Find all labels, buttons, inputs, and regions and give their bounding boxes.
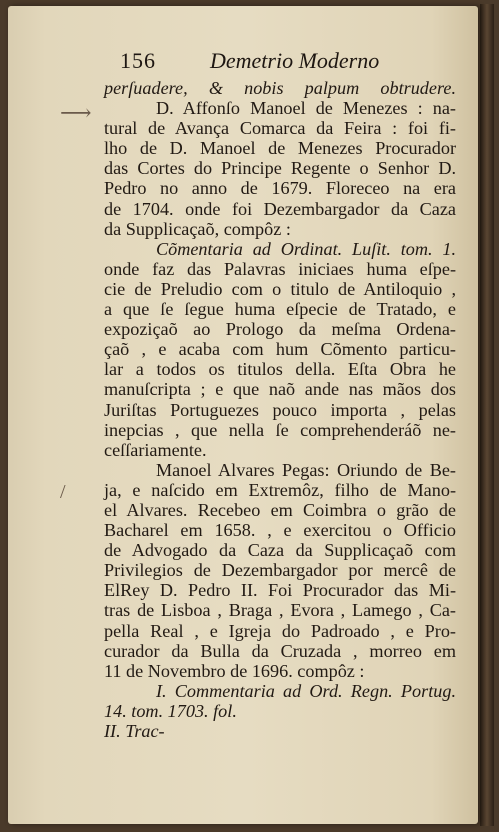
book-edge [480,4,494,826]
page-header [120,48,438,78]
text-line: inepcias , que nella ſe comprehenderáõ ne- [104,419,456,440]
text-line: ElRey D. Pedro II. Foi Procurador das Mi- [104,580,456,601]
text-line: de 1704. onde foi Dezembargador da Caza [104,198,456,219]
running-title: Demetrio Moderno [210,48,380,73]
text-line: lho de D. Manoel de Menezes Procurador [104,138,456,159]
work-title-line: Cõmentaria ad Ordinat. Luſit. tom. 1. [156,238,456,259]
entry-start-line: D. Affonſo Manoel de Menezes : na- [156,98,456,119]
text-line: das Cortes do Principe Regente o Senhor D. [104,158,456,179]
text-line: expoziçaõ ao Prologo da meſma Ordena- [104,319,456,340]
text-line: 11 de Novembro de 1696. compôz : [104,660,365,681]
text-line: Pedro no anno de 1679. Floreceo na era [104,178,456,199]
text-line: perſuadere, & nobis palpum obtrudere. [104,78,456,98]
text-line: de Advogado da Caza da Supplicaçaõ com [104,540,456,561]
text-line: ceſſariamente. [104,439,207,460]
text-line: cie de Preludio com o titulo de Antiloquio , [104,278,456,299]
text-line: lar a todos os titulos della. Eſta Obra he [104,359,456,380]
page-number: 156 [120,48,156,73]
margin-pen-mark: / [60,481,66,503]
entry-start-line: Manoel Alvares Pegas: Oriundo de Be- [156,459,456,480]
catchword-line: II. Trac- [104,721,165,741]
text-line: manuſcripta ; e que naõ ande nas mãos dos [104,379,456,400]
body-text [104,78,456,741]
text-line: a que ſe ſegue huma eſpecie de Tratado, e [104,299,456,320]
text-line: ja, e naſcido em Extremôz, filho de Mano- [104,479,456,500]
text-line: da Supplicaçaõ, compôz : [104,218,291,239]
text-line: Privilegios de Dezembargador por mercê de [104,560,456,581]
text-line: el Alvares. Recebeo em Coimbra o grão de [104,499,456,520]
text-line: tural de Avança Comarca da Feira : foi fi- [104,118,456,139]
margin-arrow-mark: ⟶ [60,100,92,125]
text-line: tras de Lisboa , Braga , Evora , Lamego , Ca- [104,600,456,621]
text-line: Bacharel em 1658. , e exercitou o Officio [104,520,456,541]
text-line: pella Real , e Igreja do Padroado , e Pro- [104,620,456,641]
work-title-line: I. Commentaria ad Ord. Regn. Portug. [156,680,456,701]
text-line: çaõ , e acaba com hum Cõmento particu- [104,339,456,360]
text-line: 14. tom. 1703. fol. [104,700,237,721]
text-line: curador da Bulla da Cruzada , morreo em [104,640,456,661]
text-line: Juriſtas Portuguezes pouco importa , pelas [104,399,456,420]
text-line: onde faz das Palavras iniciaes huma eſpe- [104,258,456,279]
